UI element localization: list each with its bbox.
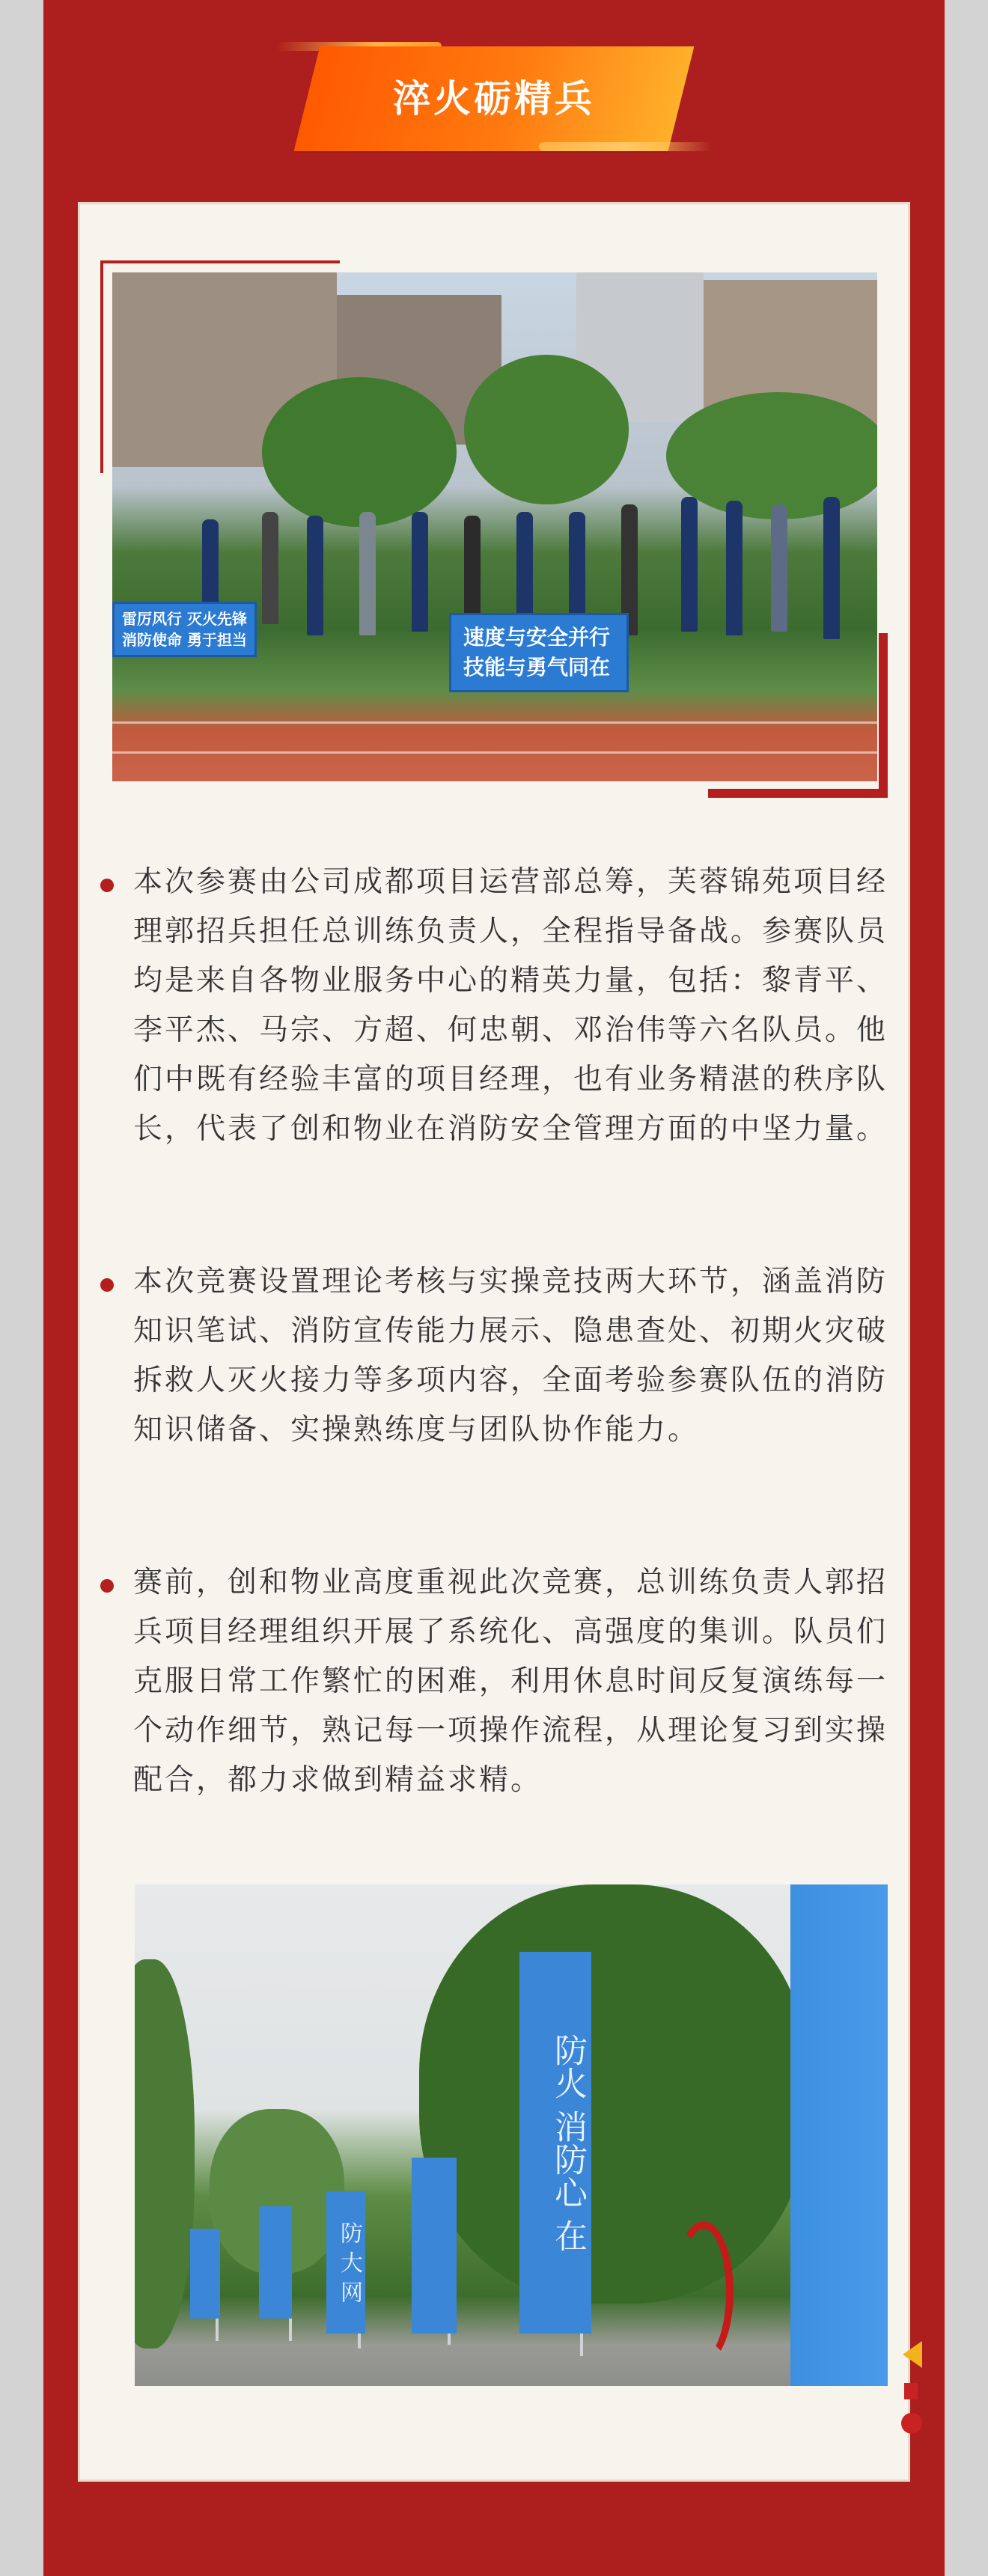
photo-2-blue-flag-edge — [790, 1884, 888, 2386]
photo-1-person — [771, 504, 787, 632]
photo-1-tree — [262, 377, 457, 527]
photo-1-person — [412, 512, 428, 632]
decor-square — [904, 2383, 918, 2399]
bullet-3 — [100, 1579, 114, 1593]
bullet-1 — [100, 879, 114, 892]
photo-2-flag — [190, 2229, 220, 2319]
photo-2-flag-large: 防火 消防心 在 — [519, 1952, 591, 2334]
photo-1-frame — [100, 260, 888, 798]
photo-2-fire-safety-flags — [135, 1884, 888, 2386]
title-banner — [0, 30, 988, 172]
photo-1-person — [262, 512, 278, 624]
photo-2-tree — [135, 1959, 195, 2348]
photo-1-person — [307, 516, 323, 635]
photo-1-sign-left — [112, 602, 257, 657]
page-title: 淬火砺精兵 — [393, 77, 595, 120]
title-stripe-bottom — [539, 142, 711, 151]
paragraph-2: 本次竞赛设置理论考核与实操竞技两大环节，涵盖消防知识笔试、消防宣传能力展示、隐患查处、初期火灾破拆救人灭火接力等多项内容，全面考验参赛队伍的消防知识储备、实操熟练度与团队协作能力。 — [133, 1265, 888, 1447]
photo-2-red-sculpture — [674, 2221, 734, 2363]
decor-dot — [901, 2413, 922, 2434]
photo-2-flag — [412, 2158, 457, 2334]
photo-1-sign-left-line-2: 消防使命 勇于担当 — [122, 631, 247, 649]
photo-1-track-line — [112, 721, 877, 724]
photo-1-tree — [666, 392, 877, 519]
photo-1-sign-main — [449, 613, 629, 692]
photo-1-person — [359, 512, 376, 635]
photo-1-track-line — [112, 751, 877, 754]
photo-2-tree — [419, 1884, 808, 2304]
photo-1-sign-main-line-2: 技能与勇气同在 — [463, 655, 611, 680]
photo-1-person — [726, 501, 742, 635]
paragraph-1: 本次参赛由公司成都项目运营部总筹，芙蓉锦苑项目经理郭招兵担任总训练负责人，全程指导备战。参赛队员均是来自各物业服务中心的精英力量，包括：黎青平、李平杰、马宗、方超、何忠朝、邓治伟等六名队员。他们中既有经验丰富的项目经理，也有业务精湛的秩序队长，代表了创和物业在消防安全管理方面的中坚力量。 — [133, 865, 888, 1146]
right-gutter — [945, 0, 988, 2576]
paragraph-3: 赛前，创和物业高度重视此次竞赛，总训练负责人郭招兵项目经理组织开展了系统化、高强度的集训。队员们克服日常工作繁忙的困难，利用休息时间反复演练每一个动作细节，熟记每一项操作流程，从理论复习到实操配合，都力求做到精益求精。 — [133, 1566, 888, 1797]
left-gutter — [0, 0, 43, 2576]
photo-1-tree — [464, 355, 629, 504]
decor-triangle — [903, 2341, 922, 2368]
photo-2-flag: 防 大 网 — [326, 2191, 365, 2334]
photo-1-competition-teams — [112, 272, 877, 781]
bullet-2 — [100, 1278, 114, 1292]
photo-1-sign-left-line-1: 雷厉风行 灭火先锋 — [122, 610, 247, 628]
photo-1-person — [823, 497, 840, 639]
photo-2-flag — [259, 2206, 292, 2319]
photo-1-sign-main-line-1: 速度与安全并行 — [463, 625, 611, 650]
photo-1-person — [681, 497, 698, 632]
